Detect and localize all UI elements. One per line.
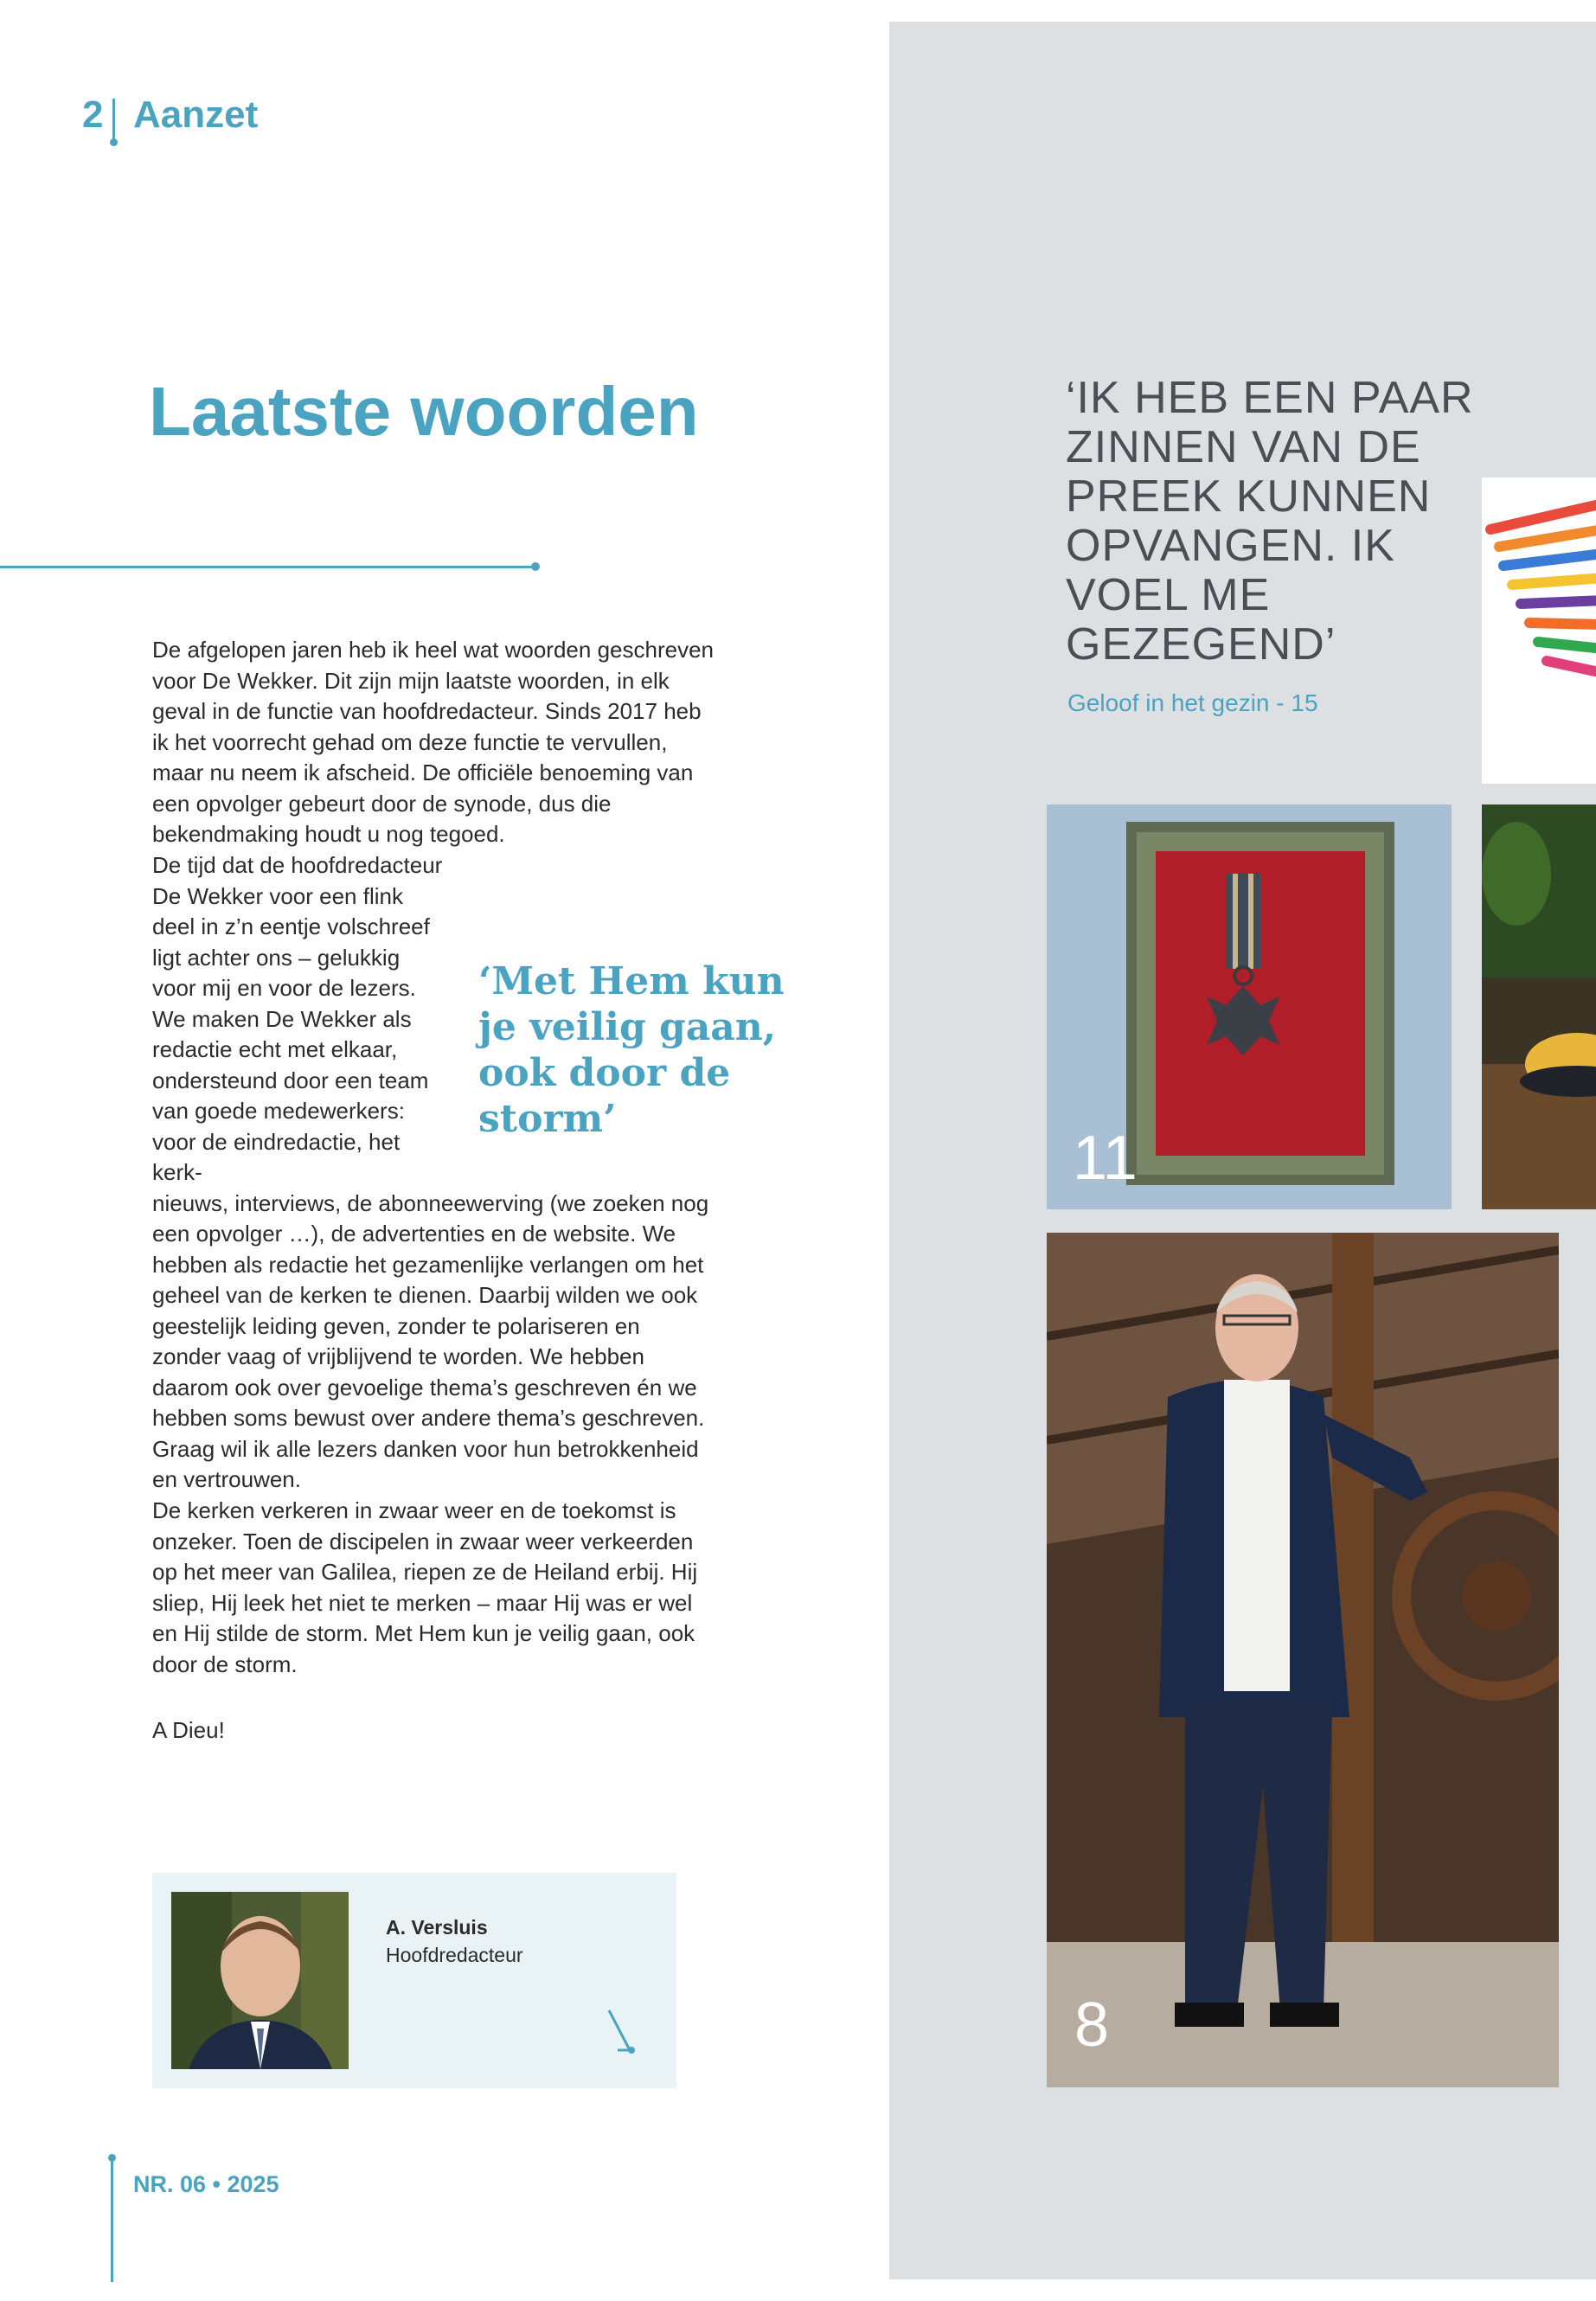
author-name: A. Versluis bbox=[386, 1916, 488, 1939]
title-rule-dot bbox=[531, 562, 540, 571]
title-rule bbox=[0, 566, 534, 568]
author-photo bbox=[171, 1892, 349, 2069]
section-title: Aanzet bbox=[133, 93, 259, 136]
pull-quote: ‘Met Hem kun je veilig gaan, ook door de storm’ bbox=[478, 959, 785, 1141]
portrait-image[interactable] bbox=[1047, 1233, 1559, 2087]
pen-mark-icon bbox=[606, 2007, 640, 2063]
closing-line: A Dieu! bbox=[152, 1717, 225, 1743]
body-paragraph-2-wide: nieuws, interviews, de abonneewerving (we zoeken nog een opvolger …), de advertenties en de website. We hebben als redactie het gezamenlijke verlangen om het geheel van de kerken te dienen. Daarbij wilden we ook geestelijk leiding geven, zonder te polariseren en zonder vaag of vrijblijvend te worden. We hebben daarom ook over gevoelige thema’s geschreven én we hebben soms bewust over andere thema’s geschreven. Graag wil ik alle lezers danken voor hun betrokkenheid en vertrouwen. bbox=[152, 1189, 709, 1492]
page-number: 2 bbox=[82, 93, 104, 136]
body-paragraph-2 bbox=[152, 850, 715, 1496]
body-paragraph-1: De afgelopen jaren heb ik heel wat woorden geschreven voor De Wekker. Dit zijn mijn laatste woorden, in elk geval in de functie van hoofdredacteur. Sinds 2017 heb ik het voorrecht gehad om deze functie te vervullen, maar nu neem ik afscheid. De officiële benoeming van een opvolger gebeurt door de synode, dus die bekendmaking houdt u nog tegoed. bbox=[152, 637, 714, 847]
author-role: Hoofdredacteur bbox=[386, 1944, 523, 1966]
header-divider bbox=[112, 99, 115, 142]
article-title: Laatste woorden bbox=[149, 373, 699, 450]
thumb-number-8: 8 bbox=[1074, 1990, 1110, 2060]
author-box bbox=[152, 1873, 676, 2088]
header-divider-dot bbox=[110, 138, 118, 146]
footer-divider bbox=[111, 2161, 113, 2282]
sidebar-quote: ‘IK HEB EEN PAAR ZINNEN VAN DE PREEK KUNNEN OPVANGEN. IK VOEL ME GEZEGEND’ bbox=[1066, 373, 1474, 670]
thumb-number-11: 11 bbox=[1073, 1124, 1138, 1193]
issue-number: NR. 06 • 2025 bbox=[133, 2171, 279, 2197]
food-image[interactable] bbox=[1482, 804, 1596, 1209]
sidebar-quote-source[interactable]: Geloof in het gezin - 15 bbox=[1067, 689, 1318, 716]
markers-image[interactable] bbox=[1482, 478, 1596, 784]
footer-divider-dot bbox=[108, 2154, 116, 2162]
body-paragraph-3: De kerken verkeren in zwaar weer en de toekomst is onzeker. Toen de discipelen in zwaar weer verkeerden op het meer van Galilea, riepen ze de Heiland erbij. Hij sliep, Hij leek het niet te merken – maar Hij was er wel en Hij stilde de storm. Met Hem kun je veilig gaan, ook door de storm. bbox=[152, 1497, 698, 1677]
body-paragraph-2-narrow: De tijd dat de hoofdredacteur De Wekker voor een flink deel in z’n eentje volschreef ligt achter ons – gelukkig voor mij en voor de lezers. We maken De Wekker als redactie echt met elkaar, ondersteund door een team van goede medewerkers: voor de eindredactie, het kerk- bbox=[152, 852, 443, 1185]
